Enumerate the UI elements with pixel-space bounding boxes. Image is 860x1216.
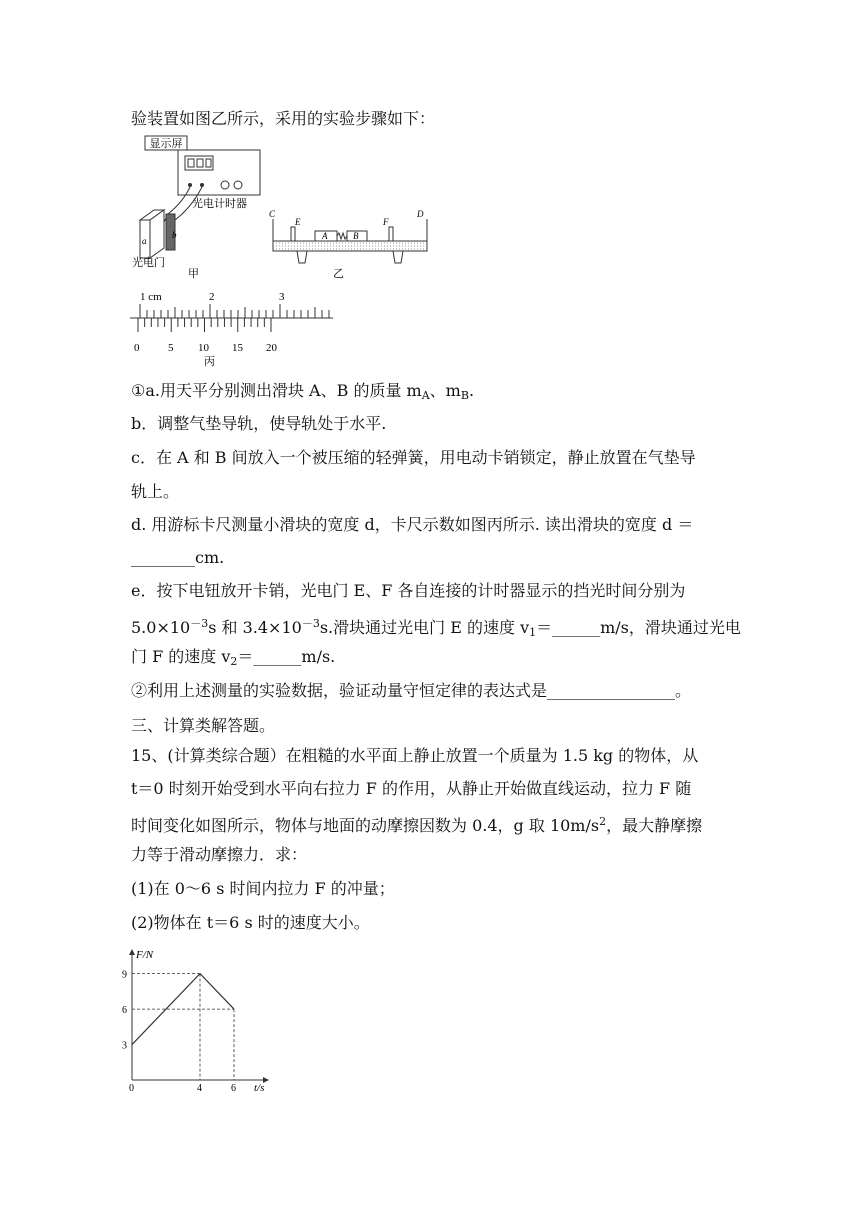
point-c: C [269, 209, 276, 219]
x-axis-label: t/s [254, 1082, 265, 1092]
gate-side-a: a [142, 236, 147, 246]
gate-side-b: b [172, 230, 177, 240]
main-scale-unit: 1 cm [140, 291, 162, 303]
timer-label: 光电计时器 [192, 198, 247, 210]
screen-label: 显示屏 [149, 138, 183, 150]
step-c-line1: c．在 A 和 B 间放入一个被压缩的轻弹簧，用电动卡销锁定，静止放置在气垫导 [131, 448, 696, 467]
x-tick-label: 6 [231, 1083, 236, 1092]
figure-jia [128, 132, 263, 280]
q15-sub1: (1)在 0～6 s 时间内拉力 F 的冲量； [131, 879, 395, 898]
figure-yi [265, 205, 435, 280]
force-time-chart [118, 940, 278, 1092]
vernier-5: 5 [168, 342, 174, 354]
intro-text: 验装置如图乙所示，采用的实验步骤如下： [131, 109, 436, 128]
main-scale-2: 2 [209, 291, 215, 303]
y-tick-label: 6 [122, 1005, 127, 1017]
point-e: E [295, 217, 301, 227]
dashed-guides [132, 974, 234, 1080]
step-c-line2: 轨上。 [131, 482, 180, 501]
step-d-line1: d. 用游标卡尺测量小滑块的宽度 d，卡尺示数如图丙所示. 读出滑块的宽度 d ＝ [131, 515, 694, 534]
x-tick-label: 4 [197, 1083, 202, 1092]
step-d-line2: ________cm. [131, 548, 225, 567]
step-1a: ①a.用天平分别测出滑块 A、B 的质量 $m_A$、$m_B$. [131, 381, 475, 402]
block-b: B [353, 231, 359, 241]
step-e-line3: 门 F 的速度 $v_2=\_\_\_\_\_\_m/s$. [131, 647, 336, 668]
q15-line1: 15、(计算类综合题）在粗糙的水平面上静止放置一个质量为 1.5 kg 的物体，从 [131, 746, 699, 765]
q15-line4: 力等于滑动摩擦力．求： [131, 845, 308, 864]
vernier-10: 10 [198, 342, 209, 354]
y-tick-label: 3 [122, 1040, 127, 1052]
x-tick-label: 0 [129, 1083, 134, 1092]
vernier-15: 15 [232, 342, 243, 354]
section-3-heading: 三、计算类解答题。 [131, 716, 276, 735]
y-axis-label: F/N [136, 949, 154, 961]
vernier-0: 0 [134, 342, 140, 354]
q15-line2: t＝0 时刻开始受到水平向右拉力 F 的作用，从静止开始做直线运动，拉力 F 随 [131, 779, 692, 798]
step-e-line1: e．按下电钮放开卡销，光电门 E、F 各自连接的计时器显示的挡光时间分别为 [131, 581, 686, 600]
step-2: ②利用上述测量的实验数据，验证动量守恒定律的表达式是________________。 [131, 681, 692, 700]
caption-jia: 甲 [188, 268, 199, 280]
main-scale-3: 3 [279, 291, 285, 303]
block-a: A [322, 231, 328, 241]
point-f: F [383, 217, 389, 227]
step-e-line2: $5.0\times 10^{-3}s$ 和 $3.4\times 10^{-3}s$.滑块通过光电门 E 的速度 $v_1=\_\_\_\_\_\_m/s$，滑块通过光电 [131, 617, 741, 639]
point-d: D [417, 209, 424, 219]
figure-bing [128, 286, 343, 368]
caption-bing: 丙 [204, 356, 215, 368]
y-tick-label: 9 [122, 969, 127, 981]
q15-sub2: (2)物体在 t＝6 s 时的速度大小。 [131, 913, 370, 932]
q15-line3: 时间变化如图所示，物体与地面的动摩擦因数为 0.4，g 取 $10m/s^2$，最大静摩擦 [131, 815, 703, 835]
vernier-20: 20 [266, 342, 277, 354]
step-b: b．调整气垫导轨，使导轨处于水平. [131, 414, 387, 433]
gate-label: 光电门 [132, 257, 165, 269]
caption-yi: 乙 [333, 268, 344, 280]
vernier-scale-ticks [138, 318, 271, 332]
main-scale-ticks [140, 304, 329, 318]
